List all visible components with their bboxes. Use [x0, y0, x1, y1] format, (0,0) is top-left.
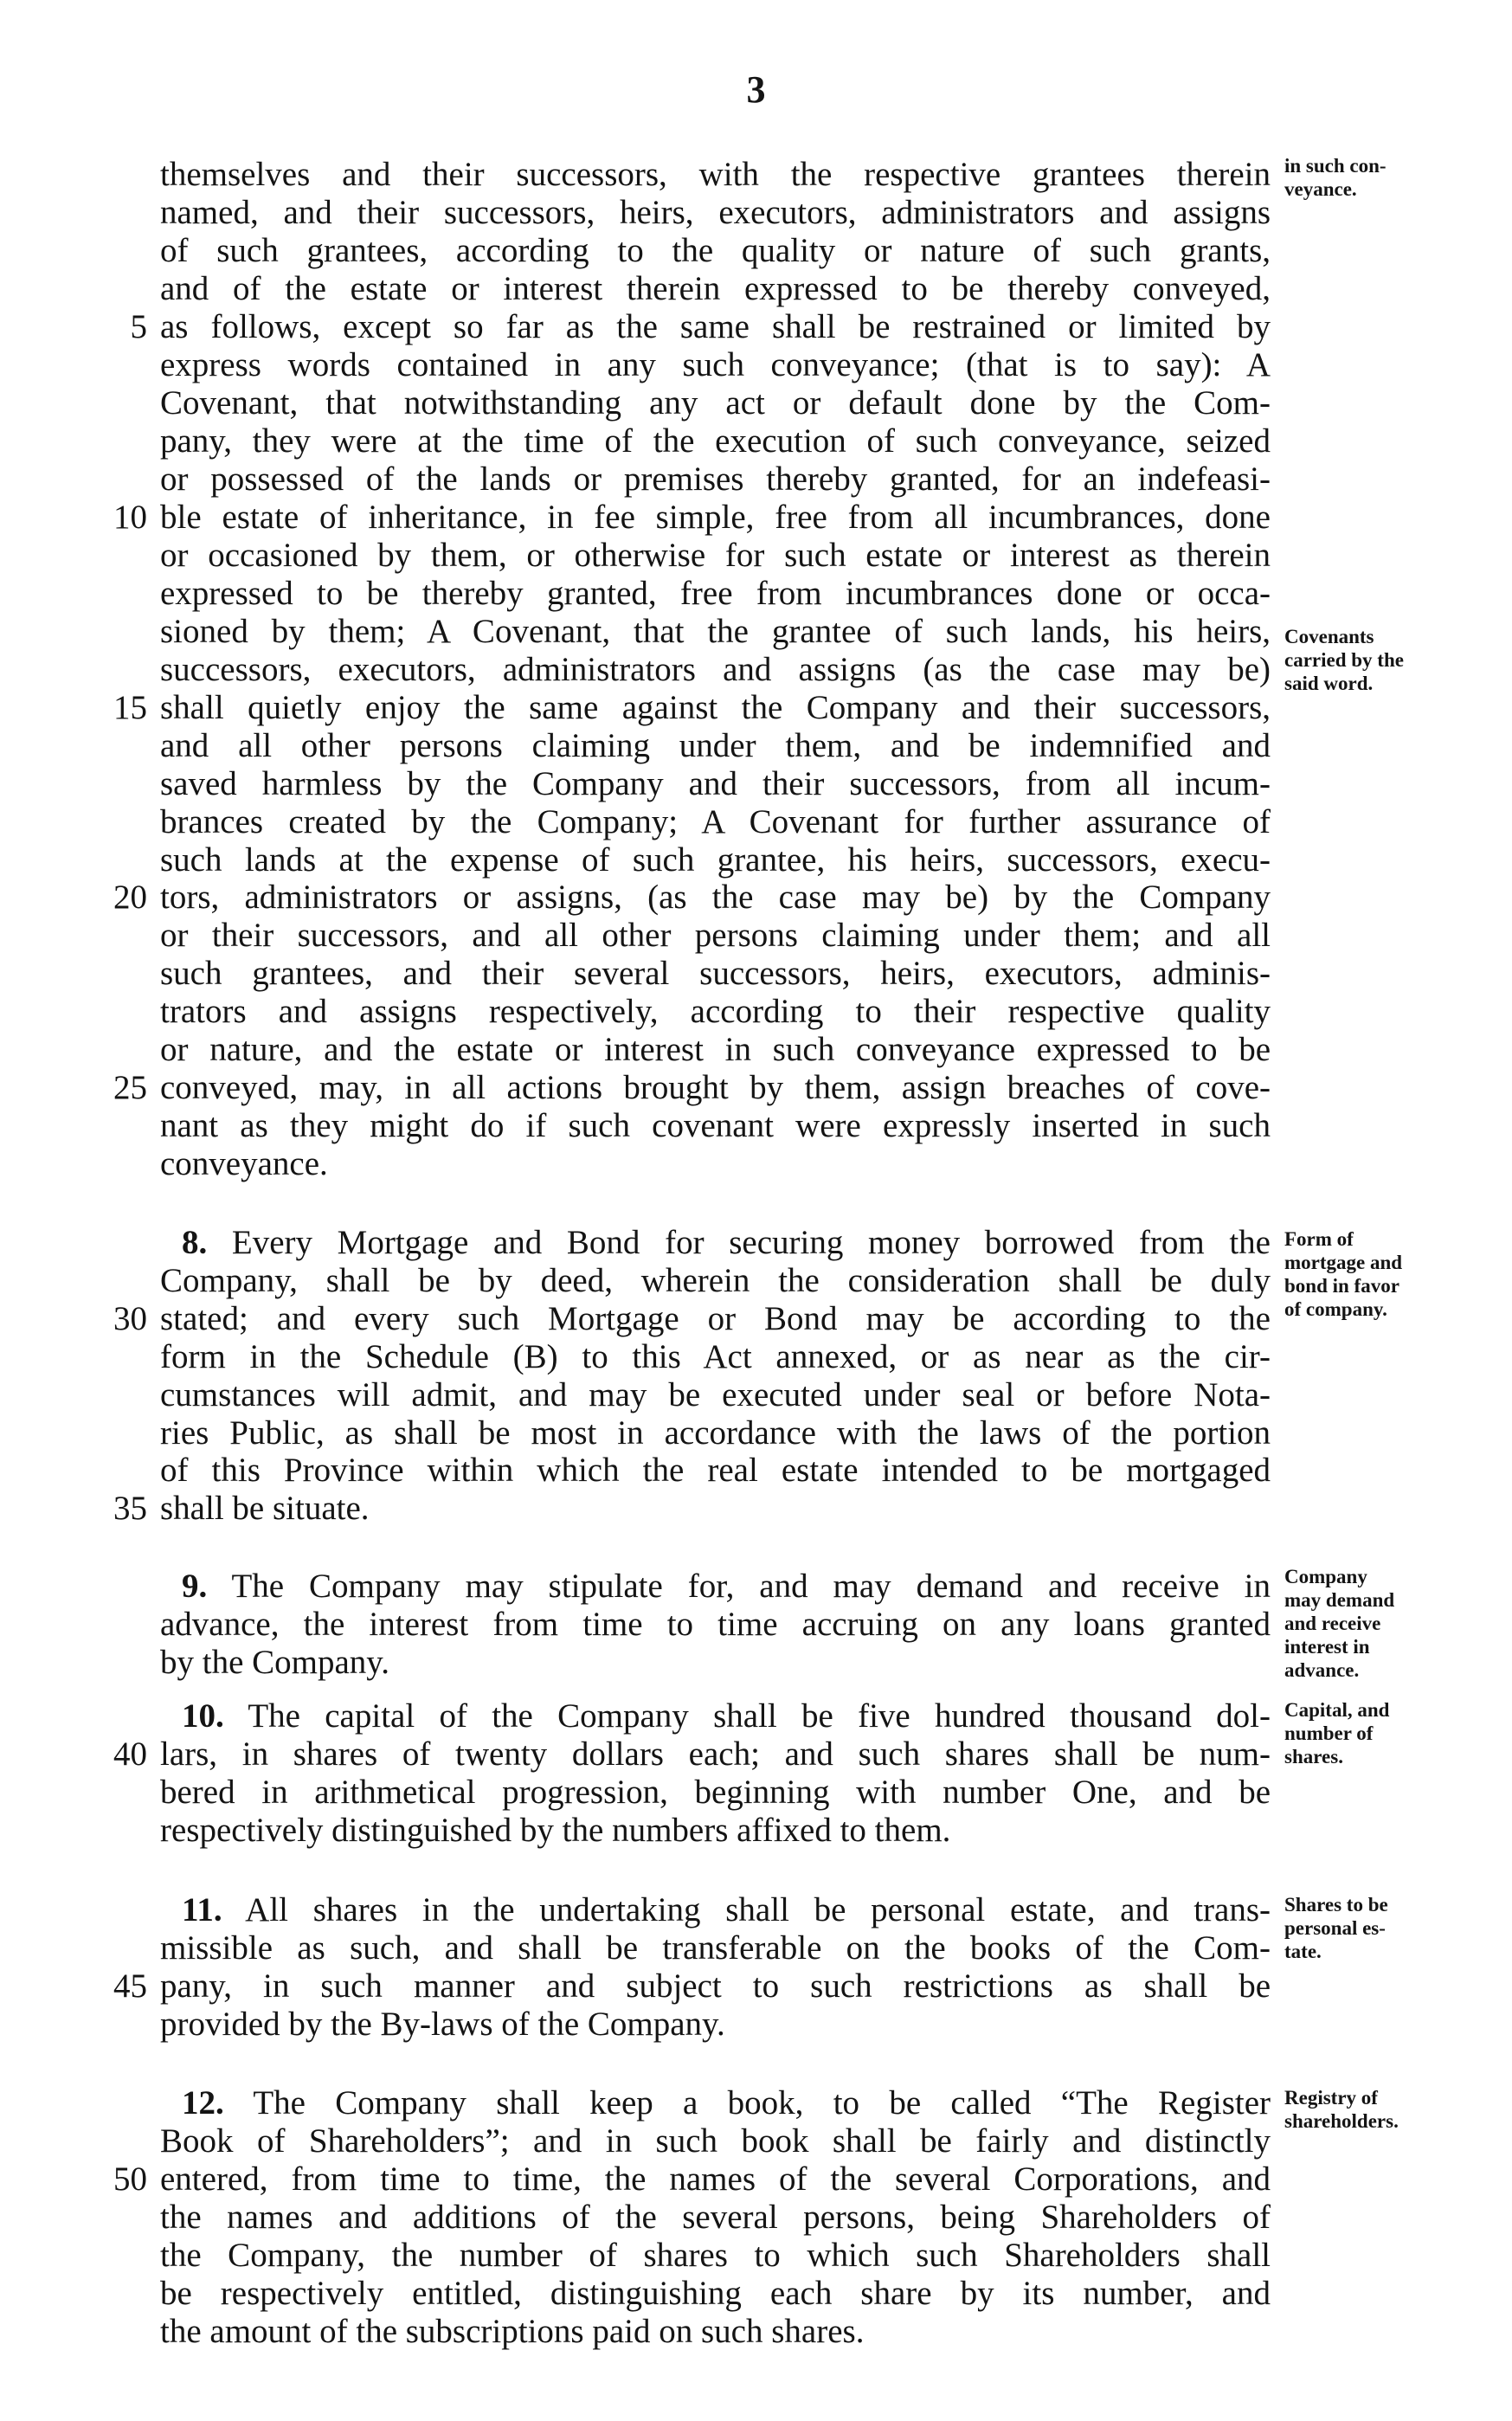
text-line: Book of Shareholders”; and in such book shall be fairly and distinctly — [160, 2122, 1271, 2160]
text-line: named, and their successors, heirs, executors, administrators and assigns — [160, 194, 1271, 231]
text-line: saved harmless by the Company and their successors, from all incum- — [160, 765, 1271, 802]
text-line: by the Company. — [160, 1644, 390, 1681]
text-line: cumstances will admit, and may be executed under seal or before Nota- — [160, 1376, 1271, 1413]
text-line: or nature, and the estate or interest in such conveyance expressed to be — [160, 1031, 1271, 1068]
text-line: the Company, the number of shares to which such Shareholders shall — [160, 2237, 1271, 2274]
line-number: 20 — [113, 879, 147, 916]
text-line: and of the estate or interest therein expressed to be thereby conveyed, — [160, 270, 1271, 307]
text-line: shall quietly enjoy the same against the Company and their successors, — [160, 689, 1271, 726]
text-line: Company, shall be by deed, wherein the consideration shall be duly — [160, 1262, 1271, 1299]
text-line: of such grantees, according to the quality or nature of such grants, — [160, 232, 1271, 269]
line-number: 30 — [113, 1300, 147, 1337]
text-line: or their successors, and all other persons claiming under them; and all — [160, 917, 1271, 954]
text-line: form in the Schedule (B) to this Act annexed, or as near as the cir- — [160, 1338, 1271, 1375]
text-line: provided by the By-laws of the Company. — [160, 2006, 725, 2043]
margin-note: Company may demand and receive interest in advance. — [1284, 1566, 1395, 1681]
section-text: The Company shall keep a book, to be called “The Register — [253, 2084, 1271, 2122]
margin-note: Shares to be personal es- tate. — [1284, 1894, 1388, 1962]
text-line: shall be situate. — [160, 1490, 370, 1527]
text-line: express words contained in any such conveyance; (that is to say): A — [160, 346, 1271, 383]
section-text: The Company may stipulate for, and may demand and receive in — [231, 1568, 1271, 1605]
line-number: 40 — [113, 1735, 147, 1773]
text-line: such grantees, and their several successors, heirs, executors, adminis- — [160, 955, 1271, 992]
text-line: pany, in such manner and subject to such restrictions as shall be — [160, 1967, 1271, 2005]
text-line: the names and additions of the several persons, being Shareholders of — [160, 2199, 1271, 2236]
text-line: nant as they might do if such covenant were expressly inserted in such — [160, 1107, 1271, 1144]
text-line: or occasioned by them, or otherwise for such estate or interest as therein — [160, 537, 1271, 574]
text-line: Covenant, that notwithstanding any act or default done by the Com- — [160, 384, 1271, 422]
text-line: such lands at the expense of such grantee, his heirs, successors, execu- — [160, 841, 1271, 879]
line-number: 45 — [113, 1967, 147, 2005]
margin-note: Covenants carried by the said word. — [1284, 626, 1404, 694]
text-line: brances created by the Company; A Covenant for further assurance of — [160, 803, 1271, 840]
line-number: 10 — [113, 499, 147, 536]
section-number: 9. — [182, 1568, 208, 1605]
text-line: conveyed, may, in all actions brought by them, assign breaches of cove- — [160, 1069, 1271, 1106]
text-line: trators and assigns respectively, according to their respective quality — [160, 993, 1271, 1030]
text-line: entered, from time to time, the names of the several Corporations, and — [160, 2160, 1271, 2198]
text-line: lars, in shares of twenty dollars each; and such shares shall be num- — [160, 1735, 1271, 1773]
text-line: as follows, except so far as the same shall be restrained or limited by — [160, 308, 1271, 345]
text-line: ble estate of inheritance, in fee simple, free from all incumbrances, done — [160, 499, 1271, 536]
line-number: 25 — [113, 1069, 147, 1106]
line-number: 5 — [130, 308, 147, 345]
text-line: themselves and their successors, with the respective grantees therein — [160, 156, 1271, 193]
margin-note: Registry of shareholders. — [1284, 2087, 1399, 2132]
text-line: missible as such, and shall be transferable on the books of the Com- — [160, 1929, 1271, 1967]
text-line: be respectively entitled, distinguishing each share by its number, and — [160, 2275, 1271, 2312]
text-line: and all other persons claiming under them, and be indemnified and — [160, 727, 1271, 764]
margin-note: Form of mortgage and bond in favor of company. — [1284, 1228, 1403, 1320]
text-line — [182, 2084, 1271, 2122]
text-line: tors, administrators or assigns, (as the case may be) by the Company — [160, 879, 1271, 916]
text-line: successors, executors, administrators and assigns (as the case may be) — [160, 651, 1271, 688]
text-line: sioned by them; A Covenant, that the grantee of such lands, his heirs, — [160, 613, 1271, 650]
text-line — [182, 1697, 1271, 1735]
text-line: pany, they were at the time of the execution of such conveyance, seized — [160, 422, 1271, 460]
section-text: The capital of the Company shall be five hundred thousand dol- — [248, 1697, 1271, 1735]
text-line: stated; and every such Mortgage or Bond may be according to the — [160, 1300, 1271, 1337]
page-number: 3 — [746, 68, 766, 111]
text-line: the amount of the subscriptions paid on such shares. — [160, 2313, 865, 2350]
text-line: of this Province within which the real estate intended to be mortgaged — [160, 1452, 1271, 1489]
text-line: expressed to be thereby granted, free from incumbrances done or occa- — [160, 575, 1271, 612]
line-number: 15 — [113, 689, 147, 726]
text-line — [182, 1568, 1271, 1606]
text-line: bered in arithmetical progression, beginning with number One, and be — [160, 1774, 1271, 1811]
section-text: Every Mortgage and Bond for securing money borrowed from the — [231, 1224, 1271, 1261]
text-line: ries Public, as shall be most in accordance with the laws of the portion — [160, 1414, 1271, 1452]
text-line — [182, 1224, 1271, 1262]
margin-note: Capital, and number of shares. — [1284, 1699, 1390, 1767]
line-number: 50 — [113, 2160, 147, 2198]
text-line: advance, the interest from time to time accruing on any loans granted — [160, 1606, 1271, 1643]
line-number: 35 — [113, 1490, 147, 1527]
section-number: 8. — [182, 1224, 208, 1261]
section-text: All shares in the undertaking shall be personal estate, and trans- — [245, 1891, 1271, 1928]
text-line: conveyance. — [160, 1145, 328, 1182]
section-number: 11. — [182, 1891, 222, 1928]
section-number: 10. — [182, 1697, 224, 1735]
section-number: 12. — [182, 2084, 224, 2122]
margin-note: in such con- veyance. — [1284, 155, 1387, 200]
text-line: respectively distinguished by the numbers affixed to them. — [160, 1812, 951, 1849]
text-line: or possessed of the lands or premises thereby granted, for an indefeasi- — [160, 460, 1271, 498]
text-line — [182, 1891, 1271, 1929]
